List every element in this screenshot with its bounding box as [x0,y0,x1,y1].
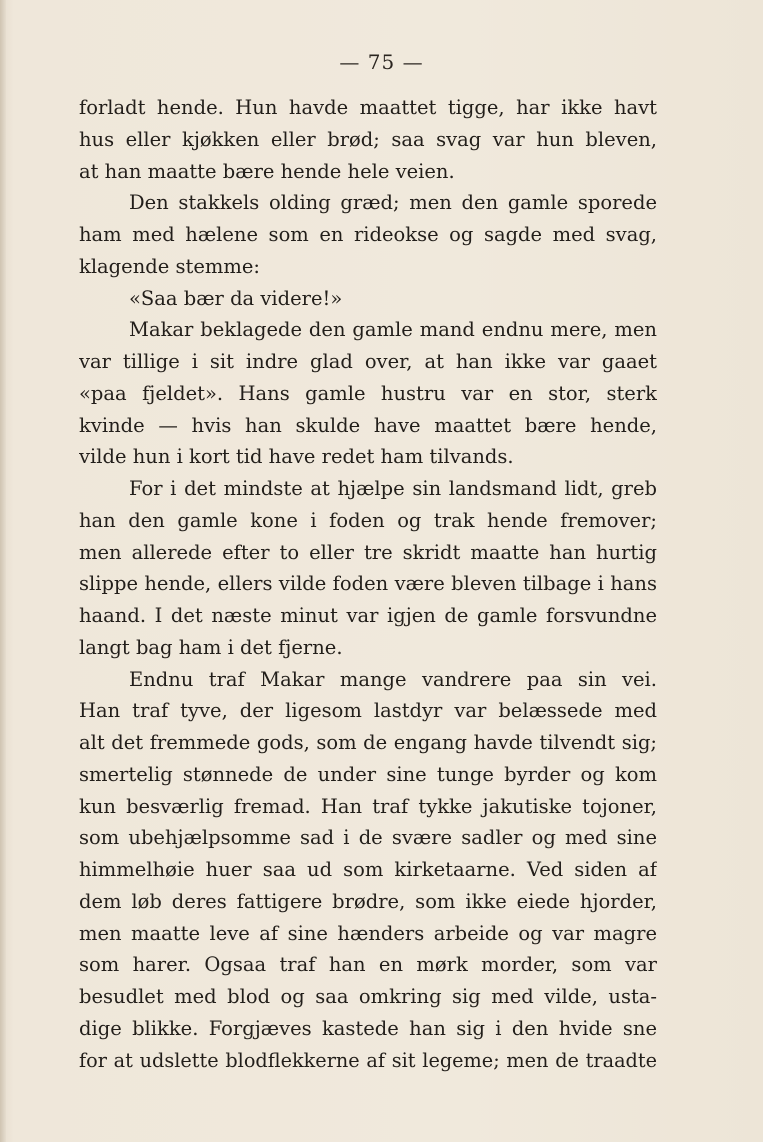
text-line: Makar beklagede den gamle mand endnu mere, men [129,318,657,342]
text-line: ham med hælene som en rideokse og sagde med svag, [79,223,657,246]
text-line: For i det mindste at hjælpe sin landsmand lidt, greb [129,477,657,500]
text-line: som ubehjælpsomme sad i de svære sadler og med sine [79,826,657,850]
text-line: alt det fremmede gods, som de engang havde tilvendt sig; [79,731,657,754]
text-line: forladt hende. Hun havde maattet tigge, har ikke havt [79,96,657,119]
text-line: som harer. Ogsaa traf han en mørk morder, som var [79,953,657,977]
text-line: hus eller kjøkken eller brød; saa svag var hun bleven, [79,127,657,151]
text-line: vilde hun i kort tid have redet ham tilvands. [79,445,514,469]
text-line: klagende stemme: [79,254,260,278]
text-line: var tillige i sit indre glad over, at han ikke var gaaet [79,350,657,373]
text-line: men maatte leve af sine hænders arbeide og var magre [79,921,657,945]
text-line: men allerede efter to eller tre skridt maatte han hurtig [79,540,657,564]
text-line: «Saa bær da videre!» [129,286,343,310]
text-line: Han traf tyve, der ligesom lastdyr var belæssede med [79,699,657,723]
text-line: langt bag ham i det fjerne. [79,635,343,659]
text-line: at han maatte bære hende hele veien. [79,159,455,183]
text-line: slippe hende, ellers vilde foden være bleven tilbage i hans [79,572,657,596]
page-binding-edge [0,0,6,1142]
body-text [79,92,657,1076]
text-line: Endnu traf Makar mange vandrere paa sin vei. [129,667,657,691]
text-line: haand. I det næste minut var igjen de gamle forsvundne [79,604,657,627]
text-line: smertelig stønnede de under sine tunge byrder og kom [79,762,657,786]
text-line: kvinde — hvis han skulde have maattet bære hende, [79,413,657,437]
text-line: «paa fjeldet». Hans gamle hustru var en stor, sterk [79,381,657,405]
text-line: besudlet med blod og saa omkring sig med vilde, usta- [79,985,657,1008]
text-line: dige blikke. Forgjæves kastede han sig i den hvide sne [79,1016,657,1040]
text-line: Den stakkels olding græd; men den gamle sporede [129,191,657,215]
text-line: himmelhøie huer saa ud som kirketaarne. Ved siden af [79,858,657,881]
page-number: — 75 — [339,50,424,74]
text-line: kun besværlig fremad. Han traf tykke jakutiske tojoner, [79,794,657,818]
text-line: han den gamle kone i foden og trak hende fremover; [79,508,657,532]
text-line: dem løb deres fattigere brødre, som ikke eiede hjorder, [79,889,657,913]
text-line: for at udslette blodflekkerne af sit legeme; men de traadte [79,1048,657,1072]
